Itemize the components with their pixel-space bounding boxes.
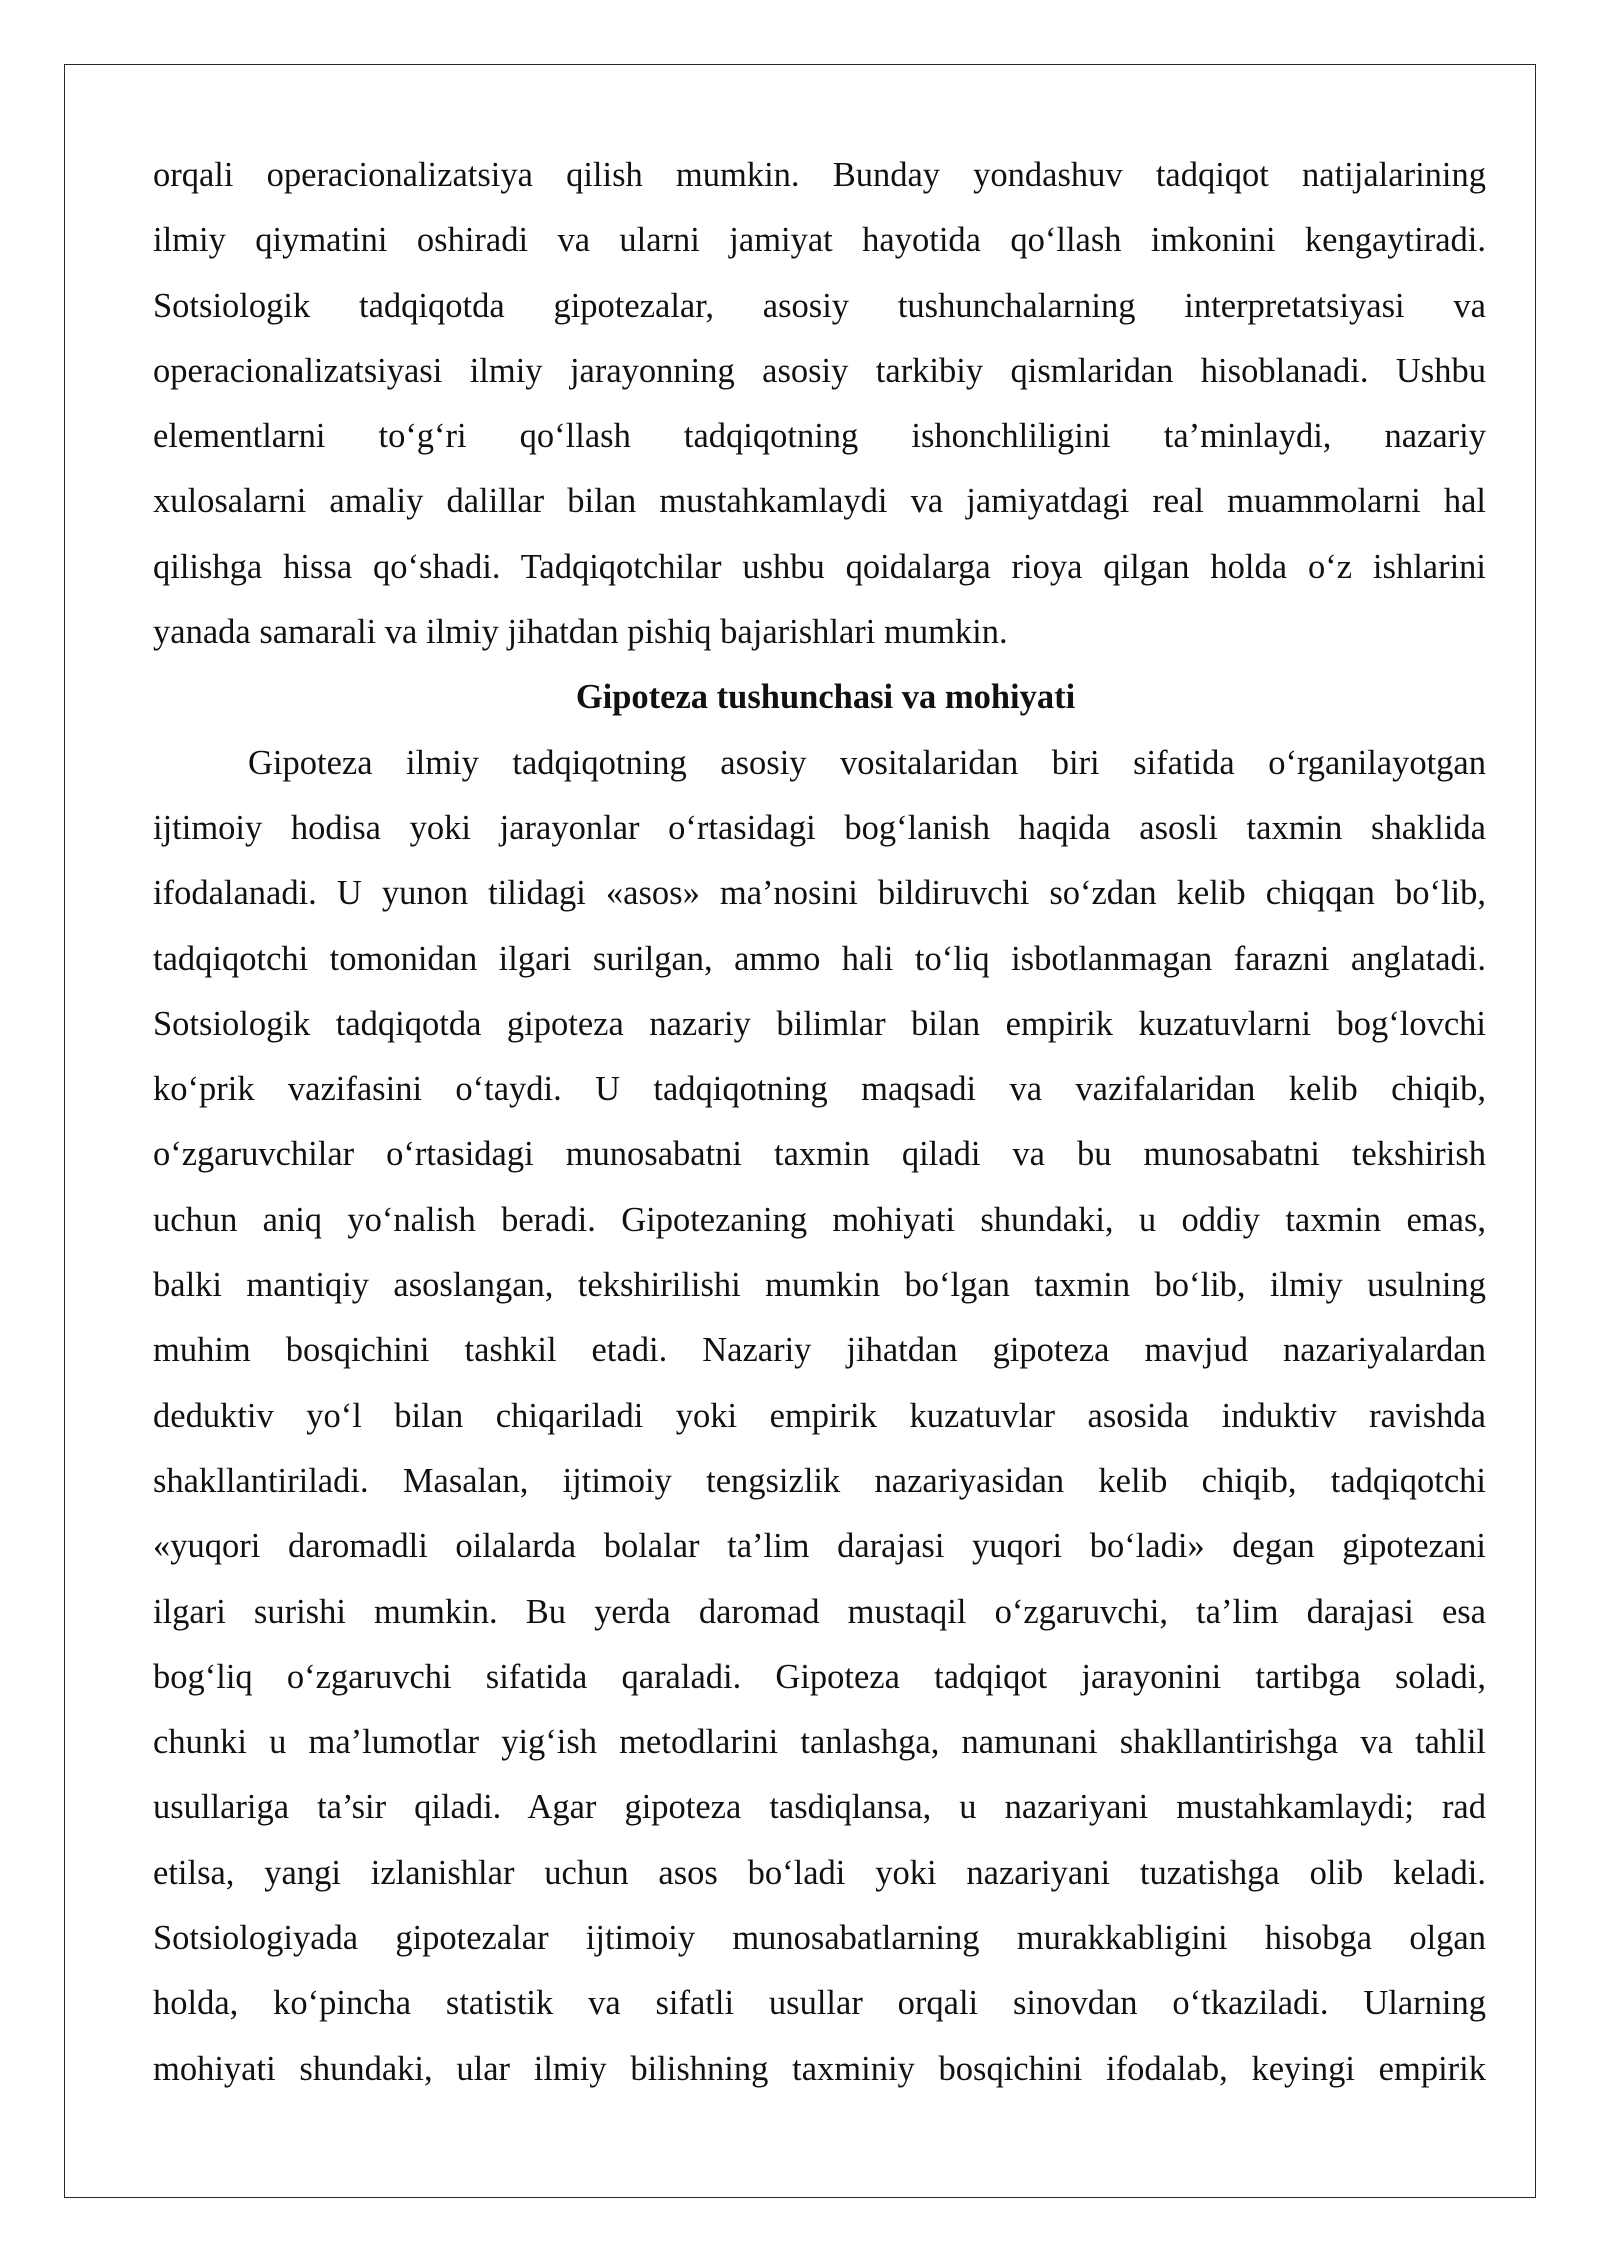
text-line: balki mantiqiy asoslangan, tekshirilishi mumkin bo‘lgan taxmin bo‘lib, ilmiy usulning <box>153 1266 1486 1305</box>
text-line: usullariga ta’sir qiladi. Agar gipoteza tasdiqlansa, u nazariyani mustahkamlaydi; rad <box>153 1788 1486 1827</box>
text-line: yanada samarali va ilmiy jihatdan pishiq bajarishlari mumkin. <box>153 613 1008 652</box>
text-line: Sotsiologik tadqiqotda gipotezalar, asosiy tushunchalarning interpretatsiyasi va <box>153 286 1486 325</box>
text-line: o‘zgaruvchilar o‘rtasidagi munosabatni taxmin qiladi va bu munosabatni tekshirish <box>153 1135 1486 1174</box>
text-line: ko‘prik vazifasini o‘taydi. U tadqiqotning maqsadi va vazifalaridan kelib chiqib, <box>153 1070 1486 1109</box>
text-line: holda, ko‘pincha statistik va sifatli usullar orqali sinovdan o‘tkaziladi. Ularning <box>153 1984 1486 2023</box>
text-line: orqali operacionalizatsiya qilish mumkin. Bunday yondashuv tadqiqot natijalarining <box>153 156 1486 194</box>
text-line: tadqiqotchi tomonidan ilgari surilgan, ammo hali to‘liq isbotlanmagan farazni anglatadi. <box>153 939 1486 978</box>
text-line: etilsa, yangi izlanishlar uchun asos bo‘ladi yoki nazariyani tuzatishga olib keladi. <box>153 1853 1486 1892</box>
paragraph-main <box>153 738 1486 2109</box>
text-line: ijtimoiy hodisa yoki jarayonlar o‘rtasidagi bog‘lanish haqida asosli taxmin shaklida <box>153 808 1486 847</box>
text-line: ilmiy qiymatini oshiradi va ularni jamiyat hayotida qo‘llash imkonini kengaytiradi. <box>153 221 1486 260</box>
text-line: ilgari surishi mumkin. Bu yerda daromad mustaqil o‘zgaruvchi, ta’lim darajasi esa <box>153 1592 1486 1631</box>
text-line: qilishga hissa qo‘shadi. Tadqiqotchilar ushbu qoidalarga rioya qilgan holda o‘z ishlarini <box>153 547 1486 586</box>
text-line: chunki u ma’lumotlar yig‘ish metodlarini tanlashga, namunani shakllantirishga va tahlil <box>153 1723 1486 1762</box>
text-line: Sotsiologik tadqiqotda gipoteza nazariy bilimlar bilan empirik kuzatuvlarni bog‘lovchi <box>153 1004 1486 1043</box>
text-line: «yuqori daromadli oilalarda bolalar ta’lim darajasi yuqori bo‘ladi» degan gipotezani <box>153 1527 1486 1566</box>
text-line: Gipoteza ilmiy tadqiqotning asosiy vositalaridan biri sifatida o‘rganilayotgan <box>248 743 1486 782</box>
text-line: shakllantiriladi. Masalan, ijtimoiy tengsizlik nazariyasidan kelib chiqib, tadqiqotchi <box>153 1461 1486 1500</box>
text-line: xulosalarni amaliy dalillar bilan mustahkamlaydi va jamiyatdagi real muammolarni hal <box>153 482 1486 521</box>
document-body <box>153 150 1486 2109</box>
text-line: elementlarni to‘g‘ri qo‘llash tadqiqotning ishonchliligini ta’minlaydi, nazariy <box>153 417 1486 456</box>
text-line: bog‘liq o‘zgaruvchi sifatida qaraladi. Gipoteza tadqiqot jarayonini tartibga soladi, <box>153 1657 1486 1696</box>
text-line: muhim bosqichini tashkil etadi. Nazariy jihatdan gipoteza mavjud nazariyalardan <box>153 1331 1486 1370</box>
text-line: mohiyati shundaki, ular ilmiy bilishning taxminiy bosqichini ifodalab, keyingi empirik <box>153 2049 1486 2088</box>
text-line: ifodalanadi. U yunon tilidagi «asos» ma’nosini bildiruvchi so‘zdan kelib chiqqan bo‘lib, <box>153 874 1486 913</box>
paragraph-intro <box>153 150 1486 672</box>
section-heading: Gipoteza tushunchasi va mohiyati <box>575 678 1076 717</box>
text-line: uchun aniq yo‘nalish beradi. Gipotezaning mohiyati shundaki, u oddiy taxmin emas, <box>153 1200 1486 1239</box>
text-line: Sotsiologiyada gipotezalar ijtimoiy munosabatlarning murakkabligini hisobga olgan <box>153 1919 1486 1958</box>
text-line: deduktiv yo‘l bilan chiqariladi yoki empirik kuzatuvlar asosida induktiv ravishda <box>153 1396 1486 1435</box>
text-line: operacionalizatsiyasi ilmiy jarayonning asosiy tarkibiy qismlaridan hisoblanadi. Ushbu <box>153 351 1486 390</box>
